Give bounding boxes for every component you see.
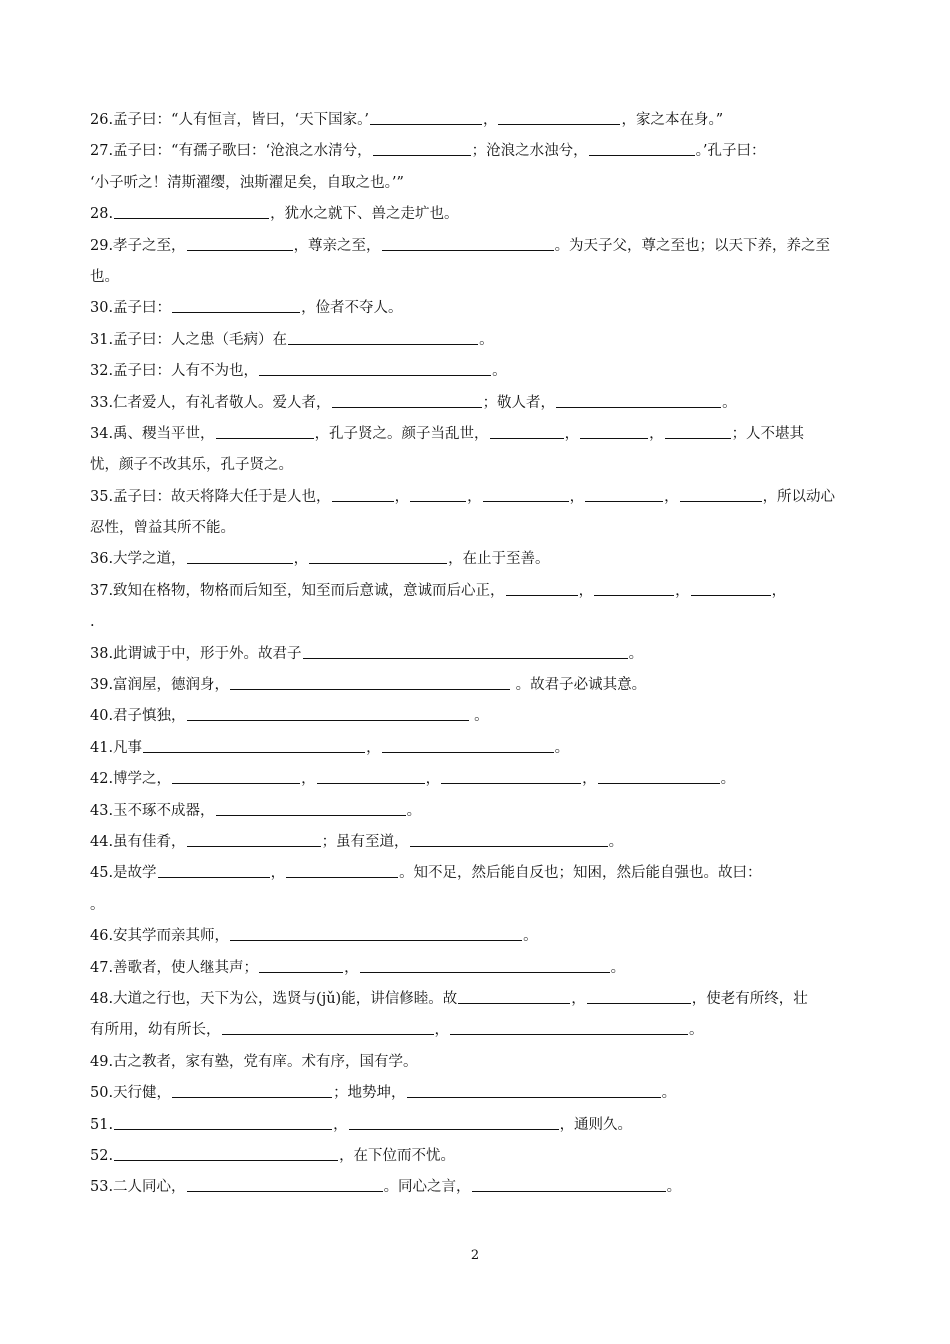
answer-blank[interactable] [114,1113,332,1130]
line-27: 27.孟子曰：“有孺子歌曰：‘沧浪之水清兮， ；沧浪之水浊兮， 。’孔子曰： [90,136,862,167]
answer-blank[interactable] [665,422,731,439]
line-32: 32.孟子曰：人有不为也， 。 [90,356,862,387]
answer-blank[interactable] [187,234,293,251]
line-38: 38.此谓诚于中，形于外。故君子 。 [90,639,862,670]
answer-blank[interactable] [587,987,691,1004]
answer-blank[interactable] [410,485,466,502]
answer-blank[interactable] [556,391,721,408]
line-49: 49.古之教者，家有塾，党有庠。术有序，国有学。 [90,1053,418,1070]
answer-blank[interactable] [472,1175,666,1192]
line-43: 43.玉不琢不成器， 。 [90,796,862,827]
line-52: 52. ，在下位而不忧。 [90,1141,862,1172]
line-39: 39.富润屋，德润身， 。故君子必诚其意。 [90,670,862,701]
answer-blank[interactable] [286,861,398,878]
line-35: 35.孟子曰：故天将降大任于是人也， ， ， ， ， ，所以动心 [90,482,862,513]
line-47: 47.善歌者，使人继其声； ， 。 [90,953,862,984]
answer-blank[interactable] [216,422,314,439]
answer-blank[interactable] [216,799,406,816]
answer-blank[interactable] [598,767,720,784]
answer-blank[interactable] [143,736,365,753]
line-46: 46.安其学而亲其师， 。 [90,921,862,952]
answer-blank[interactable] [114,1144,338,1161]
line-29: 29.孝子之至， ，尊亲之至， 。为天子父，尊之至也；以天下养，养之至 [90,231,862,262]
answer-blank[interactable] [691,579,771,596]
answer-blank[interactable] [382,234,554,251]
answer-blank[interactable] [222,1018,434,1035]
answer-blank[interactable] [680,485,762,502]
answer-blank[interactable] [172,296,300,313]
answer-blank[interactable] [498,108,620,125]
line-35-cont: 忍性，曾益其所不能。 [90,520,235,537]
answer-blank[interactable] [187,547,293,564]
answer-blank[interactable] [349,1113,559,1130]
answer-blank[interactable] [458,987,570,1004]
answer-blank[interactable] [158,861,270,878]
answer-blank[interactable] [230,673,510,690]
page-number: 2 [470,1248,480,1263]
line-40: 40.君子慎独， 。 [90,701,862,732]
answer-blank[interactable] [490,422,564,439]
line-44: 44.虽有佳肴， ；虽有至道， 。 [90,827,862,858]
answer-blank[interactable] [589,139,695,156]
answer-blank[interactable] [259,956,343,973]
line-51: 51. ， ，通则久。 [90,1110,862,1141]
line-27-cont: ‘小子听之！清斯濯缨，浊斯濯足矣，自取之也。’” [90,174,404,191]
answer-blank[interactable] [332,391,482,408]
line-34: 34.禹、稷当平世， ，孔子贤之。颜子当乱世， ， ， ；人不堪其 [90,419,862,450]
answer-blank[interactable] [114,202,269,219]
exercise-page [90,105,862,1204]
answer-blank[interactable] [506,579,578,596]
line-28: 28. ，犹水之就下、兽之走圹也。 [90,199,862,230]
line-37: 37.致知在格物，物格而后知至，知至而后意诚，意诚而后心正， ， ， ， [90,576,862,607]
line-45: 45.是故学 ， 。知不足，然后能自反也；知困，然后能自强也。故曰： [90,858,862,889]
answer-blank[interactable] [382,736,554,753]
line-31: 31.孟子曰：人之患（毛病）在 。 [90,325,862,356]
line-45-cont: 。 [90,896,105,913]
answer-blank[interactable] [580,422,648,439]
answer-blank[interactable] [585,485,663,502]
line-50: 50.天行健， ；地势坤， 。 [90,1078,862,1109]
answer-blank[interactable] [309,547,447,564]
answer-blank[interactable] [187,830,321,847]
answer-blank[interactable] [187,1175,383,1192]
line-34-cont: 忧，颜子不改其乐，孔子贤之。 [90,457,293,474]
answer-blank[interactable] [483,485,569,502]
answer-blank[interactable] [370,108,482,125]
answer-blank[interactable] [288,328,478,345]
line-42: 42.博学之， ， ， ， 。 [90,764,862,795]
answer-blank[interactable] [303,642,628,659]
line-36: 36.大学之道， ， ，在止于至善。 [90,544,862,575]
answer-blank[interactable] [410,830,608,847]
answer-blank[interactable] [230,924,522,941]
line-48: 48.大道之行也，天下为公，选贤与(jǔ)能，讲信修睦。故 ， ，使老有所终，壮 [90,984,862,1015]
answer-blank[interactable] [317,767,425,784]
line-30: 30.孟子曰： ，俭者不夺人。 [90,293,862,324]
answer-blank[interactable] [360,956,610,973]
line-41: 41.凡事 ， 。 [90,733,862,764]
answer-blank[interactable] [332,485,394,502]
answer-blank[interactable] [373,139,471,156]
answer-blank[interactable] [407,1081,661,1098]
line-37-cont: . [90,614,95,631]
answer-blank[interactable] [450,1018,688,1035]
line-29-cont: 也。 [90,268,119,285]
answer-blank[interactable] [594,579,674,596]
answer-blank[interactable] [172,1081,332,1098]
answer-blank[interactable] [259,359,491,376]
answer-blank[interactable] [172,767,300,784]
line-53: 53.二人同心， 。同心之言， 。 [90,1172,862,1203]
line-33: 33.仁者爱人，有礼者敬人。爱人者， ；敬人者， 。 [90,388,862,419]
line-48-cont: 有所用，幼有所长， ， 。 [90,1015,862,1046]
answer-blank[interactable] [441,767,581,784]
answer-blank[interactable] [187,704,469,721]
line-26: 26.孟子曰：“人有恒言，皆曰，‘天下国家。’ ， ，家之本在身。” [90,105,862,136]
